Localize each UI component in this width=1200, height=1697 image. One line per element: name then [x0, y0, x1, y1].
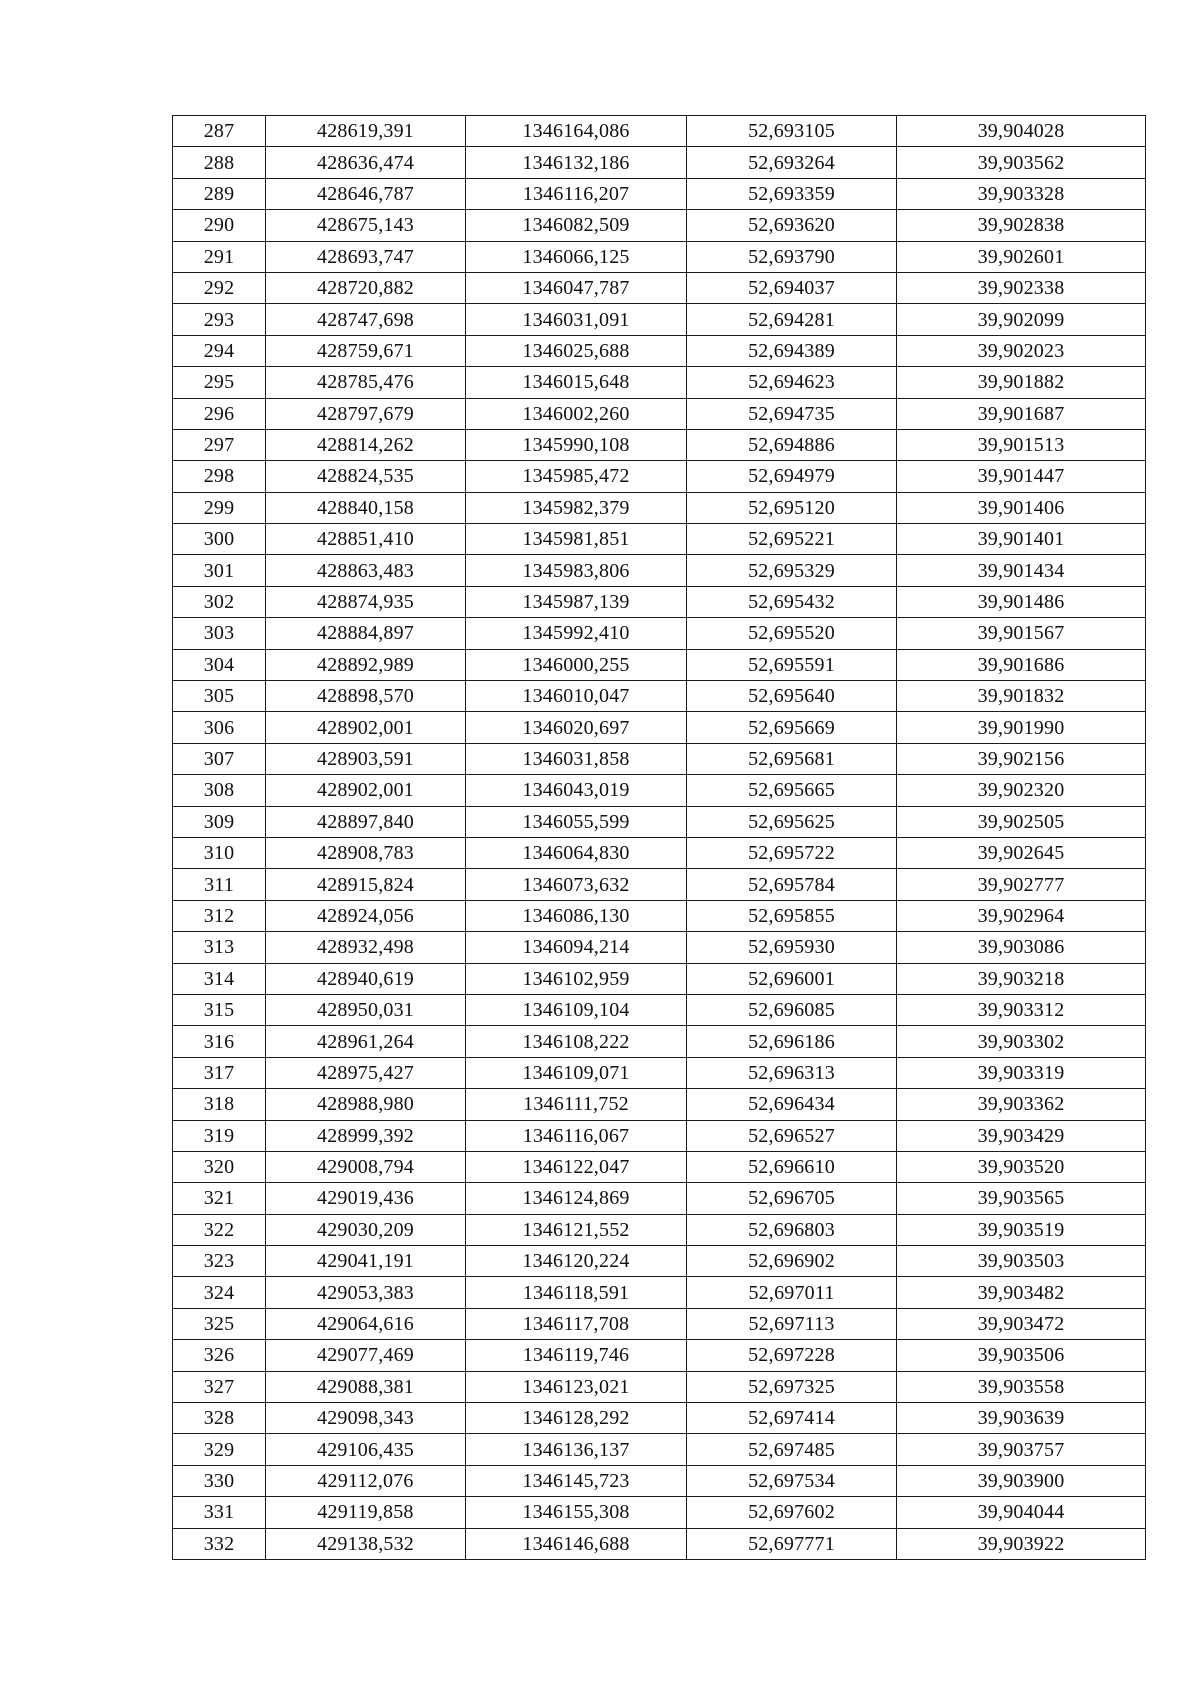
x-coordinate-cell: 429112,076 [266, 1465, 466, 1496]
latitude-cell: 52,696085 [687, 994, 897, 1025]
y-coordinate-cell: 1346020,697 [466, 712, 687, 743]
table-row [173, 524, 1146, 555]
point-number-cell: 289 [173, 178, 266, 209]
point-number-cell: 324 [173, 1277, 266, 1308]
y-coordinate-cell: 1346116,207 [466, 178, 687, 209]
x-coordinate-cell: 429041,191 [266, 1246, 466, 1277]
longitude-cell: 39,903312 [897, 994, 1146, 1025]
latitude-cell: 52,695930 [687, 932, 897, 963]
x-coordinate-cell: 428814,262 [266, 429, 466, 460]
y-coordinate-cell: 1346102,959 [466, 963, 687, 994]
point-number-cell: 292 [173, 272, 266, 303]
x-coordinate-cell: 428675,143 [266, 210, 466, 241]
y-coordinate-cell: 1346031,858 [466, 743, 687, 774]
point-number-cell: 314 [173, 963, 266, 994]
y-coordinate-cell: 1345982,379 [466, 492, 687, 523]
point-number-cell: 312 [173, 900, 266, 931]
latitude-cell: 52,695221 [687, 524, 897, 555]
point-number-cell: 293 [173, 304, 266, 335]
point-number-cell: 294 [173, 335, 266, 366]
table-row [173, 492, 1146, 523]
x-coordinate-cell: 428903,591 [266, 743, 466, 774]
y-coordinate-cell: 1346164,086 [466, 116, 687, 147]
latitude-cell: 52,696186 [687, 1026, 897, 1057]
table-row [173, 1340, 1146, 1371]
point-number-cell: 322 [173, 1214, 266, 1245]
point-number-cell: 328 [173, 1403, 266, 1434]
point-number-cell: 325 [173, 1308, 266, 1339]
point-number-cell: 299 [173, 492, 266, 523]
longitude-cell: 39,903562 [897, 147, 1146, 178]
longitude-cell: 39,903429 [897, 1120, 1146, 1151]
latitude-cell: 52,697771 [687, 1528, 897, 1559]
x-coordinate-cell: 428797,679 [266, 398, 466, 429]
latitude-cell: 52,695665 [687, 775, 897, 806]
table-row [173, 1120, 1146, 1151]
longitude-cell: 39,901882 [897, 367, 1146, 398]
latitude-cell: 52,695432 [687, 586, 897, 617]
x-coordinate-cell: 428636,474 [266, 147, 466, 178]
table-row [173, 837, 1146, 868]
table-row [173, 178, 1146, 209]
y-coordinate-cell: 1346064,830 [466, 837, 687, 868]
longitude-cell: 39,901406 [897, 492, 1146, 523]
table-row [173, 1465, 1146, 1496]
table-row [173, 1497, 1146, 1528]
x-coordinate-cell: 428932,498 [266, 932, 466, 963]
table-row [173, 649, 1146, 680]
x-coordinate-cell: 429053,383 [266, 1277, 466, 1308]
point-number-cell: 316 [173, 1026, 266, 1057]
table-row [173, 869, 1146, 900]
table-row [173, 1151, 1146, 1182]
table-row [173, 1403, 1146, 1434]
longitude-cell: 39,902505 [897, 806, 1146, 837]
table-row [173, 994, 1146, 1025]
longitude-cell: 39,901832 [897, 681, 1146, 712]
table-row [173, 681, 1146, 712]
longitude-cell: 39,901447 [897, 461, 1146, 492]
point-number-cell: 330 [173, 1465, 266, 1496]
point-number-cell: 326 [173, 1340, 266, 1371]
longitude-cell: 39,903757 [897, 1434, 1146, 1465]
latitude-cell: 52,697113 [687, 1308, 897, 1339]
y-coordinate-cell: 1346124,869 [466, 1183, 687, 1214]
latitude-cell: 52,695681 [687, 743, 897, 774]
point-number-cell: 296 [173, 398, 266, 429]
latitude-cell: 52,693264 [687, 147, 897, 178]
y-coordinate-cell: 1346094,214 [466, 932, 687, 963]
table-row [173, 1434, 1146, 1465]
x-coordinate-cell: 428975,427 [266, 1057, 466, 1088]
longitude-cell: 39,901513 [897, 429, 1146, 460]
table-row [173, 1026, 1146, 1057]
table-row [173, 932, 1146, 963]
point-number-cell: 315 [173, 994, 266, 1025]
point-number-cell: 327 [173, 1371, 266, 1402]
table-row [173, 272, 1146, 303]
longitude-cell: 39,901567 [897, 618, 1146, 649]
table-row [173, 743, 1146, 774]
longitude-cell: 39,901990 [897, 712, 1146, 743]
point-number-cell: 313 [173, 932, 266, 963]
latitude-cell: 52,697228 [687, 1340, 897, 1371]
latitude-cell: 52,695520 [687, 618, 897, 649]
point-number-cell: 311 [173, 869, 266, 900]
longitude-cell: 39,904028 [897, 116, 1146, 147]
y-coordinate-cell: 1346117,708 [466, 1308, 687, 1339]
longitude-cell: 39,903922 [897, 1528, 1146, 1559]
longitude-cell: 39,902645 [897, 837, 1146, 868]
x-coordinate-cell: 428747,698 [266, 304, 466, 335]
y-coordinate-cell: 1346000,255 [466, 649, 687, 680]
y-coordinate-cell: 1346146,688 [466, 1528, 687, 1559]
longitude-cell: 39,903319 [897, 1057, 1146, 1088]
table-row [173, 712, 1146, 743]
table-row [173, 1057, 1146, 1088]
table-row [173, 335, 1146, 366]
latitude-cell: 52,696610 [687, 1151, 897, 1182]
x-coordinate-cell: 429064,616 [266, 1308, 466, 1339]
y-coordinate-cell: 1346025,688 [466, 335, 687, 366]
x-coordinate-cell: 429088,381 [266, 1371, 466, 1402]
longitude-cell: 39,903328 [897, 178, 1146, 209]
longitude-cell: 39,903565 [897, 1183, 1146, 1214]
latitude-cell: 52,693790 [687, 241, 897, 272]
x-coordinate-cell: 428902,001 [266, 712, 466, 743]
longitude-cell: 39,903086 [897, 932, 1146, 963]
longitude-cell: 39,902964 [897, 900, 1146, 931]
x-coordinate-cell: 428961,264 [266, 1026, 466, 1057]
point-number-cell: 295 [173, 367, 266, 398]
latitude-cell: 52,694281 [687, 304, 897, 335]
latitude-cell: 52,694623 [687, 367, 897, 398]
y-coordinate-cell: 1345981,851 [466, 524, 687, 555]
coordinates-table [172, 115, 1146, 1560]
latitude-cell: 52,697325 [687, 1371, 897, 1402]
x-coordinate-cell: 428915,824 [266, 869, 466, 900]
x-coordinate-cell: 428646,787 [266, 178, 466, 209]
longitude-cell: 39,903639 [897, 1403, 1146, 1434]
longitude-cell: 39,903218 [897, 963, 1146, 994]
longitude-cell: 39,902838 [897, 210, 1146, 241]
x-coordinate-cell: 429077,469 [266, 1340, 466, 1371]
table-row [173, 963, 1146, 994]
table-row [173, 1308, 1146, 1339]
latitude-cell: 52,695640 [687, 681, 897, 712]
latitude-cell: 52,694886 [687, 429, 897, 460]
point-number-cell: 309 [173, 806, 266, 837]
y-coordinate-cell: 1346082,509 [466, 210, 687, 241]
x-coordinate-cell: 429008,794 [266, 1151, 466, 1182]
longitude-cell: 39,901686 [897, 649, 1146, 680]
y-coordinate-cell: 1345985,472 [466, 461, 687, 492]
point-number-cell: 308 [173, 775, 266, 806]
latitude-cell: 52,694389 [687, 335, 897, 366]
latitude-cell: 52,696313 [687, 1057, 897, 1088]
x-coordinate-cell: 428759,671 [266, 335, 466, 366]
point-number-cell: 305 [173, 681, 266, 712]
y-coordinate-cell: 1346132,186 [466, 147, 687, 178]
latitude-cell: 52,694037 [687, 272, 897, 303]
y-coordinate-cell: 1346111,752 [466, 1089, 687, 1120]
x-coordinate-cell: 428863,483 [266, 555, 466, 586]
point-number-cell: 298 [173, 461, 266, 492]
table-row [173, 1246, 1146, 1277]
latitude-cell: 52,695855 [687, 900, 897, 931]
longitude-cell: 39,902156 [897, 743, 1146, 774]
y-coordinate-cell: 1346109,071 [466, 1057, 687, 1088]
x-coordinate-cell: 428840,158 [266, 492, 466, 523]
y-coordinate-cell: 1346109,104 [466, 994, 687, 1025]
latitude-cell: 52,696001 [687, 963, 897, 994]
y-coordinate-cell: 1346086,130 [466, 900, 687, 931]
point-number-cell: 317 [173, 1057, 266, 1088]
y-coordinate-cell: 1346055,599 [466, 806, 687, 837]
latitude-cell: 52,697534 [687, 1465, 897, 1496]
coordinates-table-body [173, 116, 1146, 1560]
table-row [173, 304, 1146, 335]
x-coordinate-cell: 428908,783 [266, 837, 466, 868]
x-coordinate-cell: 429106,435 [266, 1434, 466, 1465]
longitude-cell: 39,902338 [897, 272, 1146, 303]
point-number-cell: 291 [173, 241, 266, 272]
x-coordinate-cell: 428619,391 [266, 116, 466, 147]
latitude-cell: 52,696902 [687, 1246, 897, 1277]
latitude-cell: 52,697414 [687, 1403, 897, 1434]
longitude-cell: 39,902099 [897, 304, 1146, 335]
longitude-cell: 39,903302 [897, 1026, 1146, 1057]
y-coordinate-cell: 1346136,137 [466, 1434, 687, 1465]
table-row [173, 806, 1146, 837]
latitude-cell: 52,695591 [687, 649, 897, 680]
y-coordinate-cell: 1346031,091 [466, 304, 687, 335]
point-number-cell: 331 [173, 1497, 266, 1528]
table-row [173, 900, 1146, 931]
point-number-cell: 319 [173, 1120, 266, 1151]
longitude-cell: 39,903472 [897, 1308, 1146, 1339]
x-coordinate-cell: 428940,619 [266, 963, 466, 994]
y-coordinate-cell: 1346066,125 [466, 241, 687, 272]
table-row [173, 367, 1146, 398]
latitude-cell: 52,695784 [687, 869, 897, 900]
point-number-cell: 318 [173, 1089, 266, 1120]
latitude-cell: 52,696434 [687, 1089, 897, 1120]
point-number-cell: 297 [173, 429, 266, 460]
y-coordinate-cell: 1346002,260 [466, 398, 687, 429]
y-coordinate-cell: 1346116,067 [466, 1120, 687, 1151]
table-row [173, 1089, 1146, 1120]
table-row [173, 461, 1146, 492]
longitude-cell: 39,902320 [897, 775, 1146, 806]
table-row [173, 1528, 1146, 1559]
point-number-cell: 290 [173, 210, 266, 241]
x-coordinate-cell: 428924,056 [266, 900, 466, 931]
longitude-cell: 39,903506 [897, 1340, 1146, 1371]
latitude-cell: 52,693620 [687, 210, 897, 241]
y-coordinate-cell: 1346119,746 [466, 1340, 687, 1371]
point-number-cell: 329 [173, 1434, 266, 1465]
latitude-cell: 52,694979 [687, 461, 897, 492]
y-coordinate-cell: 1346108,222 [466, 1026, 687, 1057]
x-coordinate-cell: 428720,882 [266, 272, 466, 303]
latitude-cell: 52,694735 [687, 398, 897, 429]
longitude-cell: 39,902777 [897, 869, 1146, 900]
x-coordinate-cell: 428874,935 [266, 586, 466, 617]
x-coordinate-cell: 428897,840 [266, 806, 466, 837]
x-coordinate-cell: 428988,980 [266, 1089, 466, 1120]
longitude-cell: 39,903362 [897, 1089, 1146, 1120]
x-coordinate-cell: 428785,476 [266, 367, 466, 398]
x-coordinate-cell: 429138,532 [266, 1528, 466, 1559]
table-row [173, 398, 1146, 429]
table-row [173, 429, 1146, 460]
y-coordinate-cell: 1346043,019 [466, 775, 687, 806]
longitude-cell: 39,903520 [897, 1151, 1146, 1182]
latitude-cell: 52,695669 [687, 712, 897, 743]
latitude-cell: 52,697011 [687, 1277, 897, 1308]
x-coordinate-cell: 428898,570 [266, 681, 466, 712]
y-coordinate-cell: 1345983,806 [466, 555, 687, 586]
y-coordinate-cell: 1345992,410 [466, 618, 687, 649]
y-coordinate-cell: 1345987,139 [466, 586, 687, 617]
longitude-cell: 39,901486 [897, 586, 1146, 617]
x-coordinate-cell: 428851,410 [266, 524, 466, 555]
point-number-cell: 300 [173, 524, 266, 555]
y-coordinate-cell: 1346073,632 [466, 869, 687, 900]
point-number-cell: 332 [173, 1528, 266, 1559]
point-number-cell: 304 [173, 649, 266, 680]
latitude-cell: 52,695722 [687, 837, 897, 868]
x-coordinate-cell: 428693,747 [266, 241, 466, 272]
longitude-cell: 39,901434 [897, 555, 1146, 586]
y-coordinate-cell: 1345990,108 [466, 429, 687, 460]
x-coordinate-cell: 428892,989 [266, 649, 466, 680]
point-number-cell: 288 [173, 147, 266, 178]
latitude-cell: 52,696705 [687, 1183, 897, 1214]
table-row [173, 1214, 1146, 1245]
latitude-cell: 52,697485 [687, 1434, 897, 1465]
table-row [173, 1183, 1146, 1214]
table-row [173, 116, 1146, 147]
y-coordinate-cell: 1346121,552 [466, 1214, 687, 1245]
y-coordinate-cell: 1346128,292 [466, 1403, 687, 1434]
table-row [173, 775, 1146, 806]
x-coordinate-cell: 429098,343 [266, 1403, 466, 1434]
y-coordinate-cell: 1346145,723 [466, 1465, 687, 1496]
point-number-cell: 306 [173, 712, 266, 743]
table-row [173, 241, 1146, 272]
table-row [173, 586, 1146, 617]
latitude-cell: 52,697602 [687, 1497, 897, 1528]
x-coordinate-cell: 429119,858 [266, 1497, 466, 1528]
point-number-cell: 321 [173, 1183, 266, 1214]
y-coordinate-cell: 1346015,648 [466, 367, 687, 398]
longitude-cell: 39,902601 [897, 241, 1146, 272]
y-coordinate-cell: 1346155,308 [466, 1497, 687, 1528]
x-coordinate-cell: 428902,001 [266, 775, 466, 806]
y-coordinate-cell: 1346118,591 [466, 1277, 687, 1308]
y-coordinate-cell: 1346010,047 [466, 681, 687, 712]
point-number-cell: 310 [173, 837, 266, 868]
longitude-cell: 39,903482 [897, 1277, 1146, 1308]
latitude-cell: 52,695625 [687, 806, 897, 837]
x-coordinate-cell: 428950,031 [266, 994, 466, 1025]
longitude-cell: 39,903503 [897, 1246, 1146, 1277]
y-coordinate-cell: 1346047,787 [466, 272, 687, 303]
table-row [173, 210, 1146, 241]
longitude-cell: 39,903900 [897, 1465, 1146, 1496]
y-coordinate-cell: 1346122,047 [466, 1151, 687, 1182]
y-coordinate-cell: 1346120,224 [466, 1246, 687, 1277]
longitude-cell: 39,903558 [897, 1371, 1146, 1402]
x-coordinate-cell: 428884,897 [266, 618, 466, 649]
latitude-cell: 52,695120 [687, 492, 897, 523]
x-coordinate-cell: 428824,535 [266, 461, 466, 492]
table-row [173, 1371, 1146, 1402]
point-number-cell: 307 [173, 743, 266, 774]
longitude-cell: 39,904044 [897, 1497, 1146, 1528]
table-row [173, 618, 1146, 649]
longitude-cell: 39,903519 [897, 1214, 1146, 1245]
x-coordinate-cell: 428999,392 [266, 1120, 466, 1151]
latitude-cell: 52,696803 [687, 1214, 897, 1245]
longitude-cell: 39,902023 [897, 335, 1146, 366]
point-number-cell: 303 [173, 618, 266, 649]
table-row [173, 555, 1146, 586]
point-number-cell: 302 [173, 586, 266, 617]
longitude-cell: 39,901687 [897, 398, 1146, 429]
point-number-cell: 301 [173, 555, 266, 586]
table-row [173, 1277, 1146, 1308]
x-coordinate-cell: 429030,209 [266, 1214, 466, 1245]
latitude-cell: 52,696527 [687, 1120, 897, 1151]
x-coordinate-cell: 429019,436 [266, 1183, 466, 1214]
point-number-cell: 320 [173, 1151, 266, 1182]
y-coordinate-cell: 1346123,021 [466, 1371, 687, 1402]
point-number-cell: 323 [173, 1246, 266, 1277]
point-number-cell: 287 [173, 116, 266, 147]
latitude-cell: 52,693105 [687, 116, 897, 147]
longitude-cell: 39,901401 [897, 524, 1146, 555]
table-row [173, 147, 1146, 178]
latitude-cell: 52,693359 [687, 178, 897, 209]
latitude-cell: 52,695329 [687, 555, 897, 586]
